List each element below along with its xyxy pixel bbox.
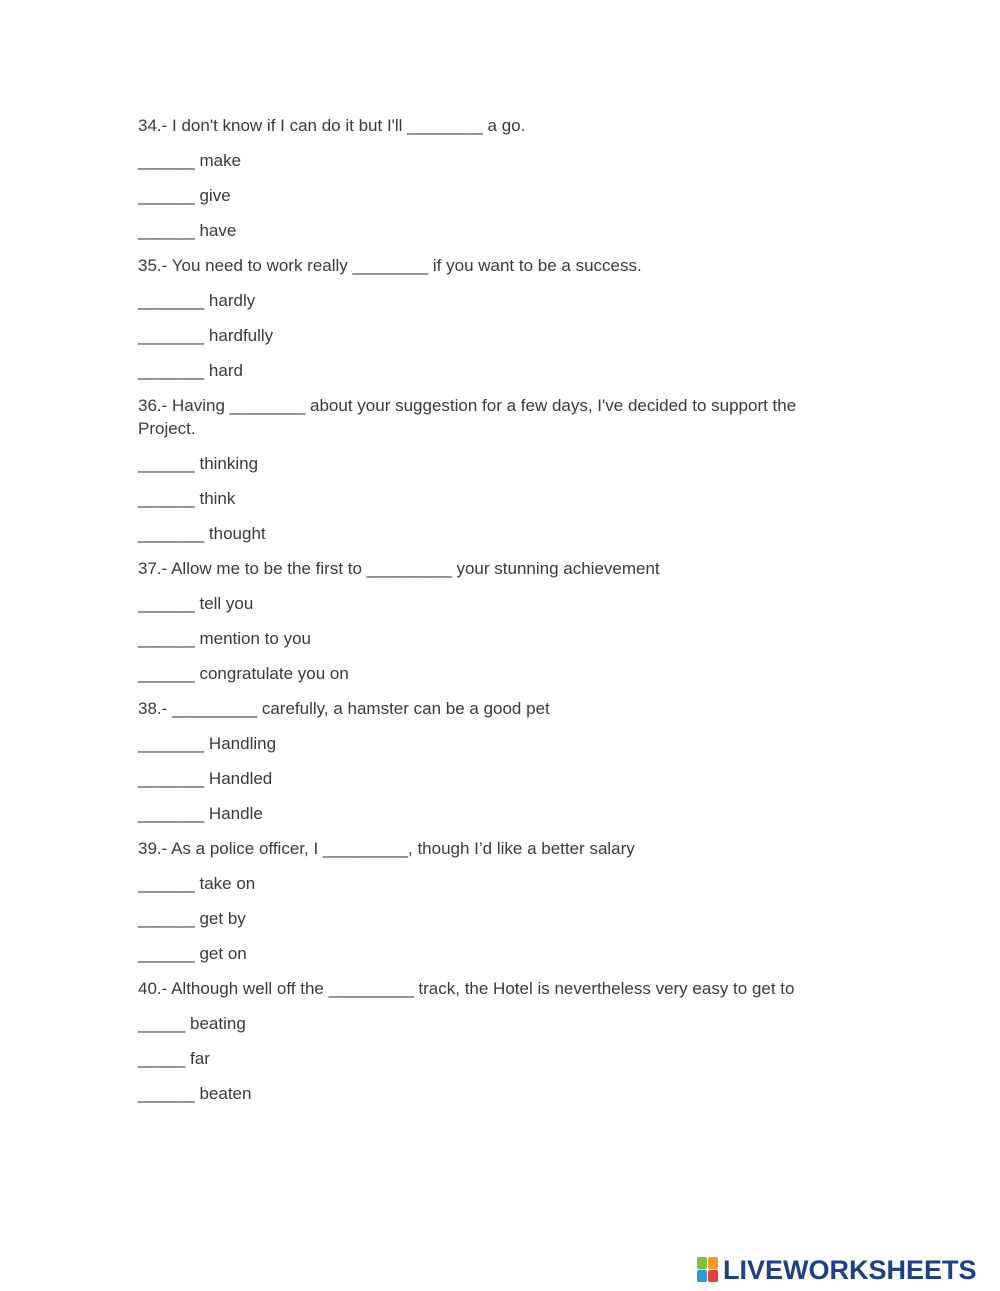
answer-blank[interactable]: ______ [138, 186, 195, 205]
option-37-a [138, 592, 848, 615]
option-35-b [138, 324, 848, 347]
answer-blank[interactable]: _______ [138, 361, 205, 380]
option-36-a [138, 452, 848, 475]
answer-blank[interactable]: ______ [138, 874, 195, 893]
option-label: hard [208, 361, 243, 380]
option-label: have [199, 221, 237, 240]
answer-blank[interactable]: ______ [138, 151, 195, 170]
option-label: get by [199, 909, 246, 928]
question-40: 40.- Although well off the _________ track, the Hotel is nevertheless very easy to get to [138, 979, 795, 998]
option-37-c [138, 662, 848, 685]
question-38: 38.- _________ carefully, a hamster can be a good pet [138, 699, 550, 718]
option-label: tell you [199, 594, 254, 613]
answer-blank[interactable]: _____ [138, 1049, 186, 1068]
answer-blank[interactable]: _______ [138, 291, 205, 310]
answer-blank[interactable]: ______ [138, 1084, 195, 1103]
option-label: beating [190, 1014, 246, 1033]
answer-blank[interactable]: ______ [138, 909, 195, 928]
answer-blank[interactable]: _______ [138, 769, 205, 788]
answer-blank[interactable]: ______ [138, 944, 195, 963]
option-label: hardly [208, 291, 256, 310]
option-37-b [138, 627, 848, 650]
option-40-b [138, 1047, 848, 1070]
option-40-a [138, 1012, 848, 1035]
option-38-b [138, 767, 848, 790]
option-label: hardfully [208, 326, 274, 345]
option-34-c [138, 219, 848, 242]
answer-blank[interactable]: ______ [138, 489, 195, 508]
answer-blank[interactable]: ______ [138, 221, 195, 240]
option-label: thought [208, 524, 266, 543]
answer-blank[interactable]: ______ [138, 629, 195, 648]
logo-wordmark: LIVEWORKSHEETS [723, 1255, 977, 1285]
option-36-b [138, 487, 848, 510]
option-38-a [138, 732, 848, 755]
option-38-c [138, 802, 848, 825]
option-34-a [138, 149, 848, 172]
answer-blank[interactable]: _______ [138, 804, 205, 823]
option-36-c [138, 522, 848, 545]
question-34: 34.- I don't know if I can do it but I'll ________ a go. [138, 116, 526, 135]
option-label: think [199, 489, 236, 508]
answer-blank[interactable]: ______ [138, 594, 195, 613]
option-label: Handled [208, 769, 273, 788]
option-40-c [138, 1082, 848, 1105]
option-label: give [199, 186, 231, 205]
option-label: mention to you [199, 629, 311, 648]
question-37: 37.- Allow me to be the first to _________ your stunning achievement [138, 559, 660, 578]
question-35: 35.- You need to work really ________ if you want to be a success. [138, 256, 642, 275]
option-39-c [138, 942, 848, 965]
option-34-b [138, 184, 848, 207]
liveworksheets-logo [697, 1255, 977, 1285]
option-label: make [199, 151, 242, 170]
worksheet [138, 114, 848, 1117]
option-39-b [138, 907, 848, 930]
option-35-a [138, 289, 848, 312]
option-label: congratulate you on [199, 664, 349, 683]
answer-blank[interactable]: _____ [138, 1014, 186, 1033]
option-label: Handling [208, 734, 277, 753]
option-39-a [138, 872, 848, 895]
option-label: beaten [199, 1084, 252, 1103]
question-36: 36.- Having ________ about your suggestion for a few days, I've decided to support the Project. [138, 396, 797, 438]
answer-blank[interactable]: _______ [138, 524, 205, 543]
answer-blank[interactable]: _______ [138, 326, 205, 345]
answer-blank[interactable]: _______ [138, 734, 205, 753]
option-35-c [138, 359, 848, 382]
option-label: thinking [199, 454, 259, 473]
logo-mark-icon [697, 1257, 719, 1283]
answer-blank[interactable]: ______ [138, 454, 195, 473]
option-label: far [190, 1049, 210, 1068]
answer-blank[interactable]: ______ [138, 664, 195, 683]
option-label: get on [199, 944, 247, 963]
option-label: take on [199, 874, 256, 893]
option-label: Handle [208, 804, 263, 823]
question-39: 39.- As a police officer, I _________, though I’d like a better salary [138, 839, 635, 858]
